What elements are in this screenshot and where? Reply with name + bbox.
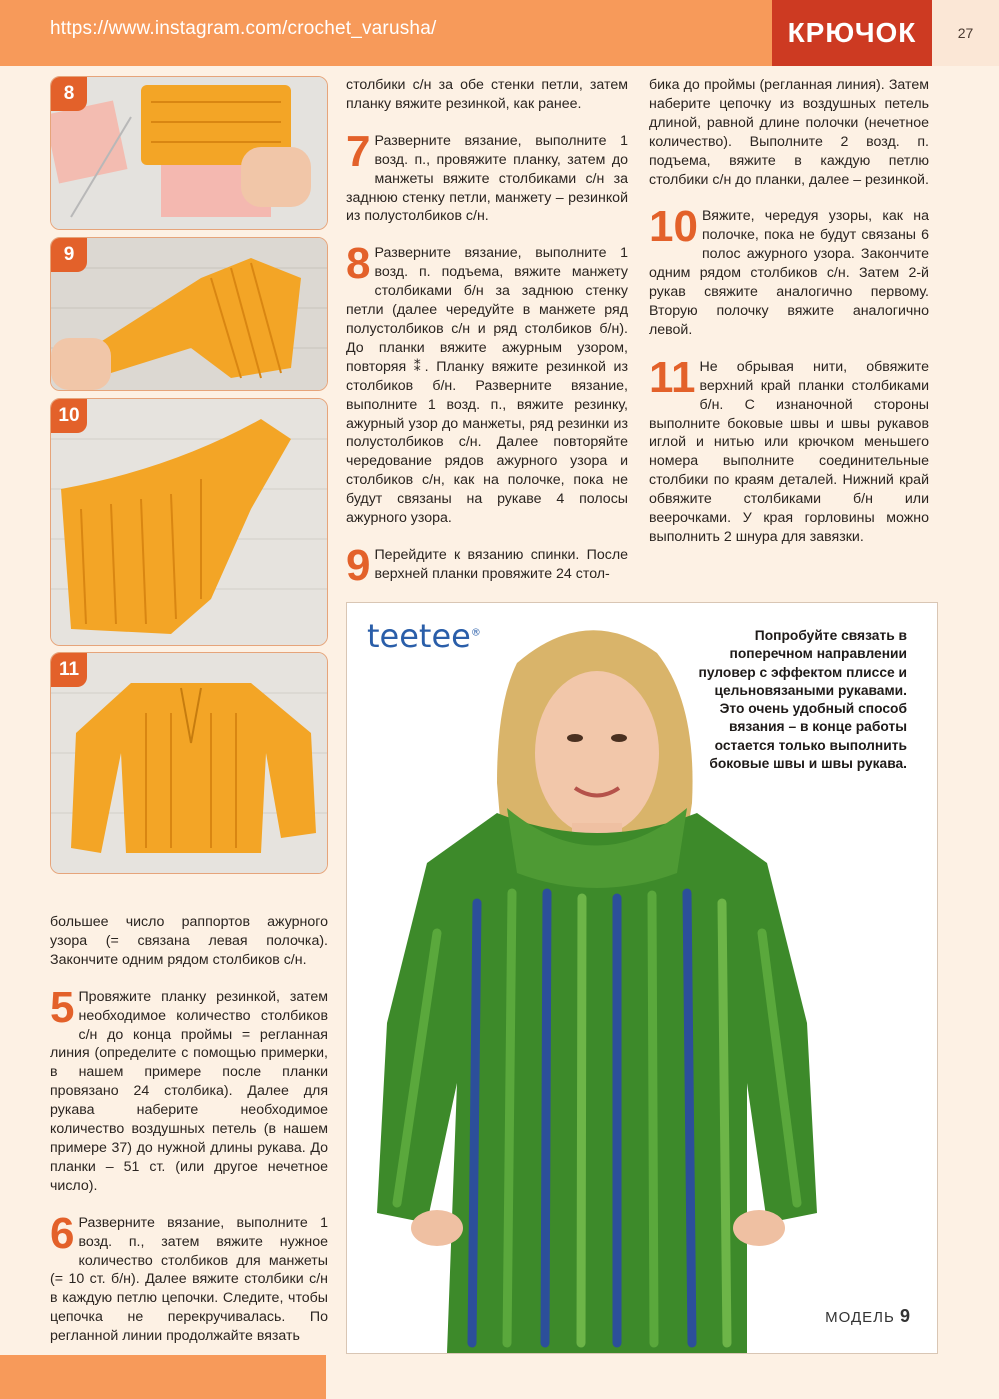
- step-text: Вяжите, чередуя узоры, как на полочке, пока не будут связаны 6 полос ажурного узора. Закончите одним рядом столбиков с/н. Затем 2-й рукав свяжите аналогично первому. Вторую полочку вяжите аналогично левой.: [649, 208, 929, 338]
- bottom-decor-band: [0, 1355, 326, 1399]
- crochet-photo-image: [51, 238, 327, 390]
- model-number: 9: [899, 1306, 911, 1326]
- logo-text: teetee: [367, 617, 471, 655]
- step-text: Разверните вязание, выполните 1 возд. п., затем вяжите нужное количество столбиков для манжеты (= 10 ст. б/н). Далее вяжите столбики с/н в каждую петлю цепочки. Следите, чтобы цепочка не перекручивалась. По регланной линии продолжайте вязать: [50, 1214, 328, 1345]
- step-8: [346, 239, 628, 528]
- step-number: 9: [346, 540, 371, 590]
- step-6: [50, 1208, 328, 1346]
- step-text: Не обрывая нити, обвяжите верхний край планки столбиками б/н. С изнаночной стороны выполните боковые швы и швы рукавов иглой и нитью или крючком меньшего номера выполните соединительные столбики по краям деталей. Нижний край обвяжите столбиками б/н или веерочками. У края горловины можно выполнить 2 шнура для завязки.: [649, 358, 929, 545]
- step-10: [649, 202, 929, 339]
- photo-number: 9: [51, 238, 87, 272]
- section-title: КРЮЧОК: [772, 0, 932, 66]
- step-number: 6: [50, 1208, 75, 1258]
- step-text: Разверните вязание, выполните 1 возд. п. подъема, вяжите манжету столбиками б/н за заднюю стенку петли (далее чередуйте в манжете ряд полустолбиков с/н и ряд столбиков б/н). До планки вяжите ажурным узором, повторяя ⁑. Планку вяжите резинкой из столбиков б/н. Разверните вязание, выполните 1 возд. п., вяжите резинку, ажурный узор до манжеты, ряд резинки из полустолбиков с/н. Далее повторяйте чередование рядов ажурного узора и столбиков с/н, как на полочке, пока не будут связаны на рукаве 4 полосы ажурного узора.: [346, 245, 628, 527]
- step-7: [346, 126, 628, 227]
- model-photo-block: [346, 602, 938, 1354]
- model-label-text: МОДЕЛЬ: [825, 1309, 895, 1326]
- step-9: [346, 540, 628, 590]
- step-photo-10: [50, 398, 328, 646]
- model-label: [825, 1306, 911, 1327]
- step-number: 10: [649, 202, 698, 252]
- step-photo-8: [50, 76, 328, 230]
- right-column-text: [649, 76, 929, 547]
- step-number: 11: [649, 352, 696, 402]
- step-photo-11: [50, 652, 328, 874]
- step-text: Перейдите к вязанию спинки. После верхней планки провяжите 24 стол-: [374, 546, 628, 582]
- registered-mark-icon: ®: [470, 627, 481, 639]
- paragraph: столбики с/н за обе стенки петли, затем планку вяжите резинкой, как ранее.: [346, 77, 628, 112]
- step-number: 8: [346, 239, 371, 289]
- middle-column-text: [346, 76, 628, 590]
- step-text: Разверните вязание, выполните 1 возд. п., провяжите планку, затем до манжеты вяжите столбиками с/н за заднюю стенку петли, манжету – резинкой из полустолбиков с/н.: [346, 132, 628, 225]
- step-number: 5: [50, 982, 75, 1032]
- paragraph: бика до проймы (регланная линия). Затем наберите цепочку из воздушных петель длиной, равной длине полочки (нечетное количество). Выполните 2 возд. п. подъема, вяжите в каждую петлю столбики с/н до планки, далее – резинкой.: [649, 77, 929, 188]
- crochet-photo-image: [51, 399, 327, 645]
- step-text: Провяжите планку резинкой, затем необходимое количество столбиков с/н до конца проймы = регланная линия (определите с помощью примерки, в нашем примере после планки провязано 24 столбика). Далее для рукава наберите необходимое количество воздушных петель (в нашем примере 37) до нужной длины рукава. До планки – 51 ст. (или другое нечетное число).: [50, 988, 328, 1194]
- step-11: [649, 352, 929, 547]
- step-number: 7: [346, 126, 371, 176]
- instagram-url[interactable]: https://www.instagram.com/crochet_varusha/: [50, 18, 437, 39]
- photo-number: 8: [51, 77, 87, 111]
- model-caption: Попробуйте связать в поперечном направлении пуловер с эффектом плиссе и цельновязаными рукавами. Это очень удобный способ вязания – в конце работы остается только выполнить боковые швы и швы рукава.: [698, 628, 907, 772]
- crochet-photo-image: [51, 653, 327, 873]
- paragraph: большее число раппортов ажурного узора (= связана левая полочка). Закончите одним рядом столбиков с/н.: [50, 914, 328, 968]
- page-number: 27: [932, 0, 999, 66]
- step-photo-9: [50, 237, 328, 391]
- crochet-photo-image: [51, 77, 327, 229]
- page-header: [0, 0, 999, 66]
- photo-number: 10: [51, 399, 87, 433]
- step-5: [50, 982, 328, 1196]
- teetee-logo: [367, 617, 481, 655]
- left-column-text: [50, 913, 328, 1346]
- photo-number: 11: [51, 653, 87, 687]
